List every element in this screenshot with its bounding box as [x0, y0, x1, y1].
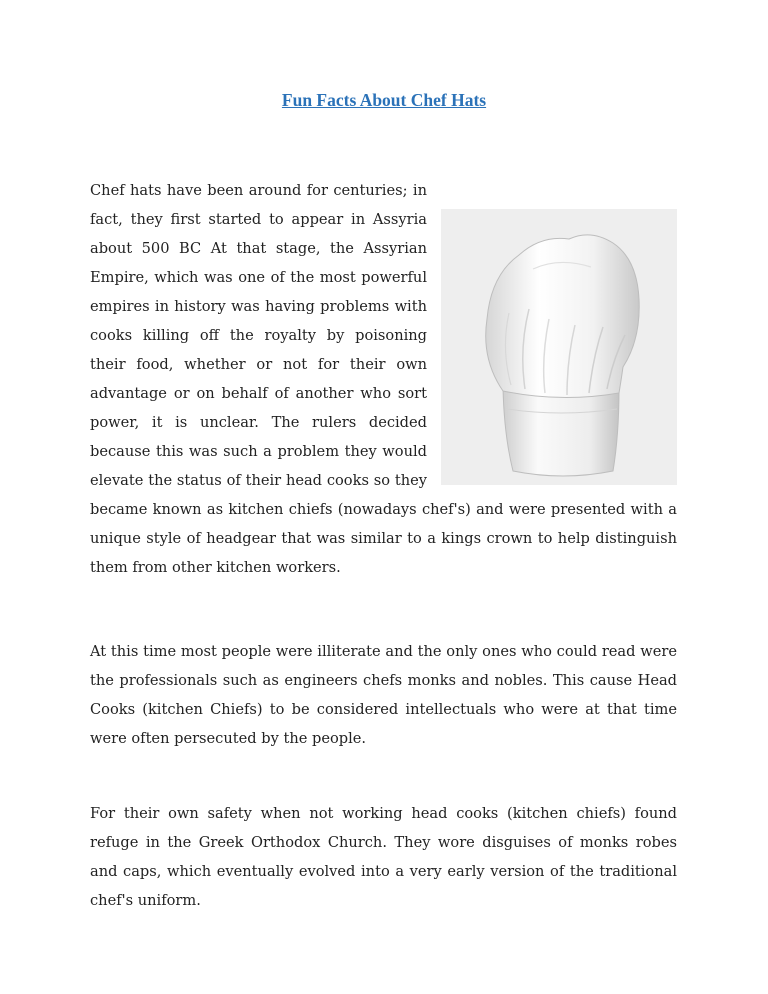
paragraph-1-text: Chef hats have been around for centuries; in fact, they first started to appear in Assyria about 500 BC At that stage, the Assyrian Empire, which was one of the most powerful empires in history was having problems with cooks killing off the royalty by poisoning their food, whether or not for their own advantage or on behalf of another who sort power, it is unclear. The rulers decided because this was such a problem they would elevate the status of their head cooks so they became known as kitchen chiefs (nowadays chef's) and were presented with a unique style of headgear that was similar to a kings crown to help distinguish them from other kitchen workers.	[90, 182, 677, 576]
paragraph-3: For their own safety when not working head cooks (kitchen chiefs) found refuge in the Greek Orthodox Church. They wore disguises of monks robes and caps, which eventually evolved into a very early version of the traditional chef's uniform.	[90, 805, 677, 909]
document-title: Fun Facts About Chef Hats	[281, 90, 487, 110]
paragraph-1	[90, 176, 677, 582]
paragraph-2: At this time most people were illiterate and the only ones who could read were the professionals such as engineers chefs monks and nobles. This cause Head Cooks (kitchen Chiefs) to be considered intellectuals who were at that time were often persecuted by the people.	[90, 643, 677, 747]
chef-hat-image	[441, 209, 677, 485]
chef-hat-figure	[441, 209, 677, 495]
